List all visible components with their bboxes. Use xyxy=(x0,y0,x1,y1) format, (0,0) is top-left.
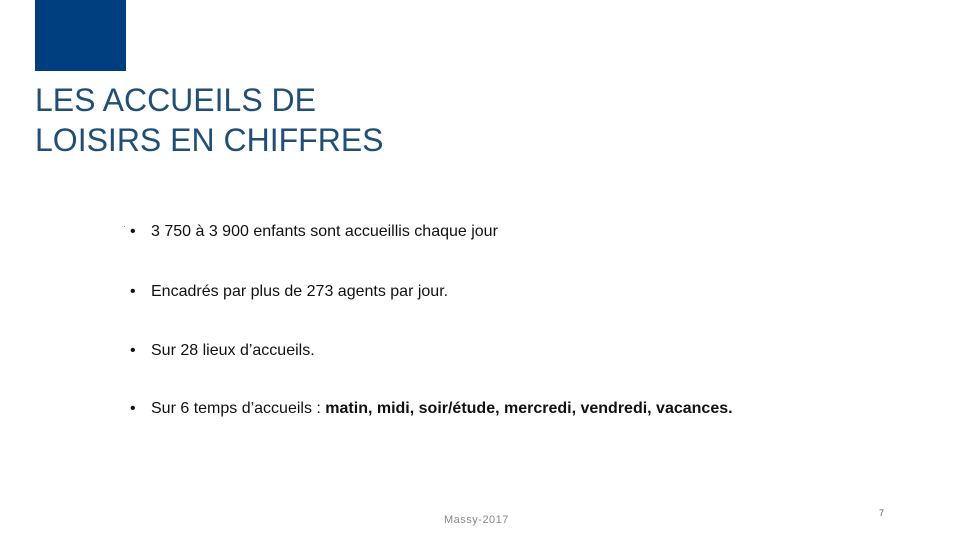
bullet-item xyxy=(130,397,733,421)
slide-title xyxy=(35,80,384,160)
footer-text: Massy-2017 xyxy=(444,514,509,526)
title-line-2: LOISIRS EN CHIFFRES xyxy=(35,122,384,158)
bullet-text-bold: matin, midi, soir/étude, mercredi, vendredi, vacances. xyxy=(325,400,733,417)
bullet-item xyxy=(130,339,315,363)
bullet-text: Encadrés par plus de 273 agents par jour. xyxy=(151,283,449,300)
accent-block xyxy=(35,0,126,71)
bullet-item xyxy=(130,220,498,244)
bullet-marker: • xyxy=(130,283,136,300)
bullet-text: 3 750 à 3 900 enfants sont accueillis chaque jour xyxy=(151,223,498,240)
bullet-item xyxy=(130,280,448,304)
bullet-marker: • xyxy=(130,342,136,359)
stray-mark: · xyxy=(123,221,126,231)
title-line-1: LES ACCUEILS DE xyxy=(35,82,316,118)
page-number: 7 xyxy=(879,508,885,518)
bullet-text: Sur 28 lieux d’accueils. xyxy=(151,342,315,359)
bullet-marker: • xyxy=(130,400,136,417)
bullet-marker: • xyxy=(130,223,136,240)
bullet-text-plain: Sur 6 temps d’accueils : xyxy=(151,400,326,417)
